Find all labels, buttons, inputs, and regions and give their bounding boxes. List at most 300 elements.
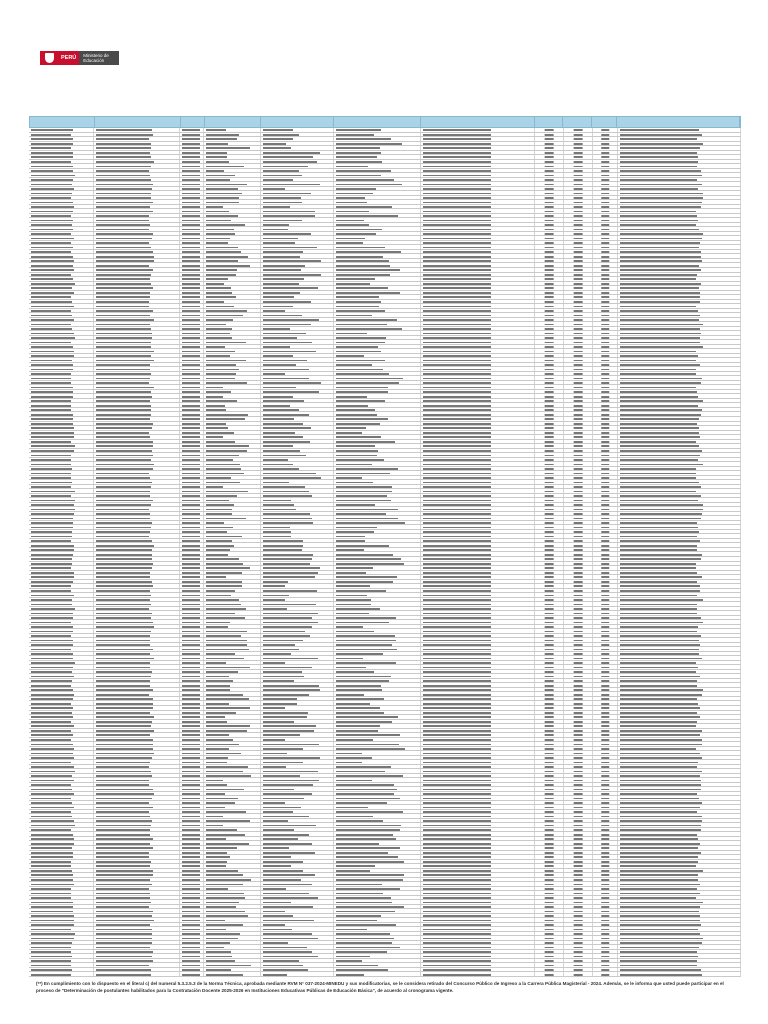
table-cell [94, 580, 180, 584]
table-cell [180, 471, 204, 475]
table-cell [535, 963, 564, 967]
table-cell [204, 927, 261, 931]
table-cell [29, 697, 94, 701]
table-cell [261, 792, 334, 796]
table-cell [334, 679, 421, 683]
table-cell [261, 593, 334, 597]
table-cell [204, 611, 261, 615]
table-cell [334, 593, 421, 597]
table-cell [421, 485, 535, 489]
table-cell [334, 571, 421, 575]
table-cell [180, 331, 204, 335]
table-cell [618, 846, 741, 850]
table-cell [334, 945, 421, 949]
table-cell [564, 638, 593, 642]
table-cell [564, 327, 593, 331]
table-cell [94, 282, 180, 286]
table-cell [261, 381, 334, 385]
table-cell [29, 223, 94, 227]
table-cell [334, 467, 421, 471]
table-cell [421, 160, 535, 164]
table-cell [204, 878, 261, 882]
table-cell [261, 133, 334, 137]
table-cell [261, 164, 334, 168]
table-cell [618, 146, 741, 150]
table-cell [618, 525, 741, 529]
table-cell [204, 887, 261, 891]
table-cell [535, 927, 564, 931]
table-cell [334, 336, 421, 340]
table-cell [564, 254, 593, 258]
table-cell [29, 205, 94, 209]
table-cell [535, 864, 564, 868]
table-cell [180, 670, 204, 674]
table-cell [94, 814, 180, 818]
table-cell [180, 638, 204, 642]
table-cell [334, 164, 421, 168]
table-cell [421, 291, 535, 295]
table-cell [421, 715, 535, 719]
table-cell [618, 205, 741, 209]
table-cell [180, 751, 204, 755]
table-cell [94, 584, 180, 588]
table-cell [180, 954, 204, 958]
table-cell [535, 647, 564, 651]
table-cell [618, 295, 741, 299]
table-cell [593, 327, 618, 331]
table-cell [535, 227, 564, 231]
table-cell [29, 566, 94, 570]
table-cell [618, 701, 741, 705]
table-cell [593, 887, 618, 891]
table-cell [334, 557, 421, 561]
table-cell [564, 133, 593, 137]
table-cell [564, 498, 593, 502]
table-cell [535, 814, 564, 818]
table-cell [94, 376, 180, 380]
table-cell [261, 291, 334, 295]
table-cell [180, 318, 204, 322]
table-cell [564, 963, 593, 967]
table-cell [618, 182, 741, 186]
table-cell [204, 453, 261, 457]
table-cell [29, 412, 94, 416]
table-cell [94, 164, 180, 168]
table-cell [421, 534, 535, 538]
table-cell [564, 503, 593, 507]
table-cell [618, 516, 741, 520]
table-cell [593, 534, 618, 538]
table-cell [593, 805, 618, 809]
table-cell [618, 638, 741, 642]
table-cell [180, 580, 204, 584]
table-cell [535, 620, 564, 624]
table-cell [593, 656, 618, 660]
table-cell [593, 471, 618, 475]
table-cell [535, 336, 564, 340]
table-cell [421, 245, 535, 249]
table-cell [204, 385, 261, 389]
table-cell [180, 151, 204, 155]
table-cell [564, 259, 593, 263]
table-cell [564, 602, 593, 606]
table-cell [421, 548, 535, 552]
table-cell [94, 485, 180, 489]
table-cell [421, 647, 535, 651]
table-cell [94, 643, 180, 647]
table-cell [29, 489, 94, 493]
table-cell [618, 566, 741, 570]
table-cell [564, 349, 593, 353]
table-cell [618, 959, 741, 963]
table-cell [180, 426, 204, 430]
table-cell [29, 598, 94, 602]
table-cell [593, 647, 618, 651]
table-cell [593, 462, 618, 466]
table-cell [618, 363, 741, 367]
table-cell [261, 494, 334, 498]
table-cell [593, 760, 618, 764]
table-cell [29, 273, 94, 277]
table-cell [180, 787, 204, 791]
table-cell [564, 580, 593, 584]
table-cell [618, 918, 741, 922]
table-cell [94, 950, 180, 954]
table-cell [564, 318, 593, 322]
table-cell [180, 146, 204, 150]
table-cell [204, 169, 261, 173]
table-cell [334, 715, 421, 719]
table-cell [261, 331, 334, 335]
table-cell [180, 778, 204, 782]
table-cell [261, 218, 334, 222]
table-cell [535, 769, 564, 773]
table-cell [593, 909, 618, 913]
table-cell [564, 882, 593, 886]
table-cell [29, 855, 94, 859]
table-cell [564, 733, 593, 737]
table-cell [29, 128, 94, 132]
table-cell [261, 580, 334, 584]
results-table [29, 116, 741, 977]
table-cell [204, 747, 261, 751]
table-cell [261, 661, 334, 665]
table-cell [593, 277, 618, 281]
table-cell [29, 313, 94, 317]
table-cell [421, 733, 535, 737]
table-cell [421, 638, 535, 642]
table-cell [334, 223, 421, 227]
table-cell [618, 304, 741, 308]
table-cell [564, 223, 593, 227]
table-cell [261, 837, 334, 841]
table-cell [94, 227, 180, 231]
table-cell [29, 706, 94, 710]
table-cell [564, 796, 593, 800]
table-cell [29, 363, 94, 367]
table-cell [261, 552, 334, 556]
table-cell [421, 349, 535, 353]
table-cell [29, 390, 94, 394]
table-cell [180, 905, 204, 909]
table-cell [204, 566, 261, 570]
table-cell [421, 449, 535, 453]
table-cell [564, 801, 593, 805]
table-cell [180, 422, 204, 426]
table-cell [204, 661, 261, 665]
table-cell [421, 851, 535, 855]
table-cell [618, 291, 741, 295]
table-cell [261, 390, 334, 394]
table-cell [261, 440, 334, 444]
table-cell [564, 358, 593, 362]
table-cell [618, 543, 741, 547]
table-cell [204, 643, 261, 647]
table-cell [421, 191, 535, 195]
table-cell [29, 431, 94, 435]
table-cell [334, 503, 421, 507]
table-cell [204, 814, 261, 818]
table-cell [535, 954, 564, 958]
table-cell [618, 851, 741, 855]
table-cell [29, 620, 94, 624]
table-cell [29, 688, 94, 692]
table-cell [94, 792, 180, 796]
table-cell [261, 715, 334, 719]
table-cell [204, 196, 261, 200]
table-cell [29, 611, 94, 615]
table-cell [261, 548, 334, 552]
table-cell [334, 245, 421, 249]
table-cell [180, 363, 204, 367]
table-cell [618, 128, 741, 132]
table-cell [535, 241, 564, 245]
table-cell [29, 245, 94, 249]
table-cell [421, 363, 535, 367]
table-cell [334, 846, 421, 850]
table-cell [564, 742, 593, 746]
table-cell [204, 787, 261, 791]
table-cell [334, 286, 421, 290]
table-cell [204, 954, 261, 958]
table-cell [535, 566, 564, 570]
table-cell [29, 146, 94, 150]
table-cell [334, 277, 421, 281]
table-cell [421, 137, 535, 141]
table-cell [618, 905, 741, 909]
table-cell [535, 656, 564, 660]
table-cell [29, 133, 94, 137]
table-cell [29, 923, 94, 927]
table-cell [29, 593, 94, 597]
table-cell [535, 823, 564, 827]
table-cell [421, 665, 535, 669]
table-cell [261, 765, 334, 769]
table-cell [94, 462, 180, 466]
table-cell [29, 521, 94, 525]
table-cell [593, 160, 618, 164]
table-cell [564, 236, 593, 240]
table-cell [94, 869, 180, 873]
table-cell [29, 227, 94, 231]
table-cell [593, 584, 618, 588]
table-cell [421, 263, 535, 267]
table-cell [421, 318, 535, 322]
table-cell [618, 598, 741, 602]
table-cell [564, 593, 593, 597]
table-cell [593, 164, 618, 168]
table-cell [261, 864, 334, 868]
table-cell [564, 440, 593, 444]
table-cell [29, 349, 94, 353]
table-cell [180, 381, 204, 385]
table-cell [334, 792, 421, 796]
table-cell [94, 403, 180, 407]
table-cell [421, 182, 535, 186]
table-cell [593, 521, 618, 525]
table-cell [29, 196, 94, 200]
table-cell [261, 846, 334, 850]
table-cell [29, 715, 94, 719]
table-cell [564, 557, 593, 561]
table-cell [180, 263, 204, 267]
table-cell [334, 760, 421, 764]
table-cell [535, 498, 564, 502]
table-cell [535, 291, 564, 295]
table-cell [334, 462, 421, 466]
table-cell [261, 634, 334, 638]
table-cell [564, 548, 593, 552]
table-cell [29, 358, 94, 362]
table-cell [180, 683, 204, 687]
table-cell [94, 250, 180, 254]
table-cell [261, 480, 334, 484]
table-cell [535, 643, 564, 647]
table-cell [204, 440, 261, 444]
table-cell [618, 805, 741, 809]
table-cell [261, 512, 334, 516]
table-cell [535, 923, 564, 927]
table-cell [535, 729, 564, 733]
table-cell [94, 259, 180, 263]
table-cell [618, 760, 741, 764]
table-cell [94, 679, 180, 683]
table-cell [29, 471, 94, 475]
table-cell [204, 769, 261, 773]
table-cell [421, 458, 535, 462]
table-cell [618, 358, 741, 362]
table-cell [29, 625, 94, 629]
table-header-cell [181, 117, 205, 127]
table-cell [564, 453, 593, 457]
table-cell [618, 548, 741, 552]
table-cell [421, 494, 535, 498]
table-cell [564, 205, 593, 209]
table-cell [261, 241, 334, 245]
table-cell [421, 792, 535, 796]
table-cell [334, 358, 421, 362]
table-cell [180, 923, 204, 927]
table-cell [564, 941, 593, 945]
table-cell [618, 602, 741, 606]
table-cell [29, 494, 94, 498]
table-cell [535, 792, 564, 796]
table-cell [29, 385, 94, 389]
table-cell [180, 625, 204, 629]
table-cell [535, 254, 564, 258]
table-cell [29, 164, 94, 168]
table-cell [261, 819, 334, 823]
table-cell [334, 783, 421, 787]
table-cell [593, 729, 618, 733]
table-cell [535, 873, 564, 877]
table-cell [29, 381, 94, 385]
table-cell [180, 431, 204, 435]
table-cell [421, 227, 535, 231]
table-cell [29, 756, 94, 760]
table-cell [564, 918, 593, 922]
table-cell [593, 300, 618, 304]
table-cell [535, 200, 564, 204]
table-cell [180, 191, 204, 195]
table-cell [618, 250, 741, 254]
table-cell [94, 155, 180, 159]
table-cell [94, 963, 180, 967]
table-cell [204, 936, 261, 940]
table-cell [593, 905, 618, 909]
table-cell [29, 607, 94, 611]
table-cell [204, 245, 261, 249]
table-cell [180, 724, 204, 728]
table-cell [593, 187, 618, 191]
table-cell [204, 128, 261, 132]
table-cell [94, 661, 180, 665]
table-cell [94, 268, 180, 272]
table-cell [334, 909, 421, 913]
table-cell [180, 887, 204, 891]
table-cell [535, 403, 564, 407]
table-cell [334, 440, 421, 444]
table-cell [421, 909, 535, 913]
table-cell [180, 494, 204, 498]
table-cell [204, 647, 261, 651]
table-cell [535, 571, 564, 575]
table-cell [94, 381, 180, 385]
table-cell [94, 634, 180, 638]
table-cell [618, 625, 741, 629]
table-cell [564, 792, 593, 796]
table-cell [593, 214, 618, 218]
table-cell [204, 656, 261, 660]
table-cell [334, 932, 421, 936]
table-cell [29, 498, 94, 502]
table-cell [261, 701, 334, 705]
table-cell [535, 860, 564, 864]
table-cell [421, 814, 535, 818]
table-cell [261, 336, 334, 340]
table-header-cell [261, 117, 334, 127]
table-cell [593, 801, 618, 805]
table-cell [593, 692, 618, 696]
table-cell [29, 774, 94, 778]
table-cell [564, 864, 593, 868]
table-cell [535, 846, 564, 850]
table-cell [29, 417, 94, 421]
table-cell [618, 381, 741, 385]
table-cell [334, 625, 421, 629]
table-cell [535, 358, 564, 362]
table-cell [334, 327, 421, 331]
